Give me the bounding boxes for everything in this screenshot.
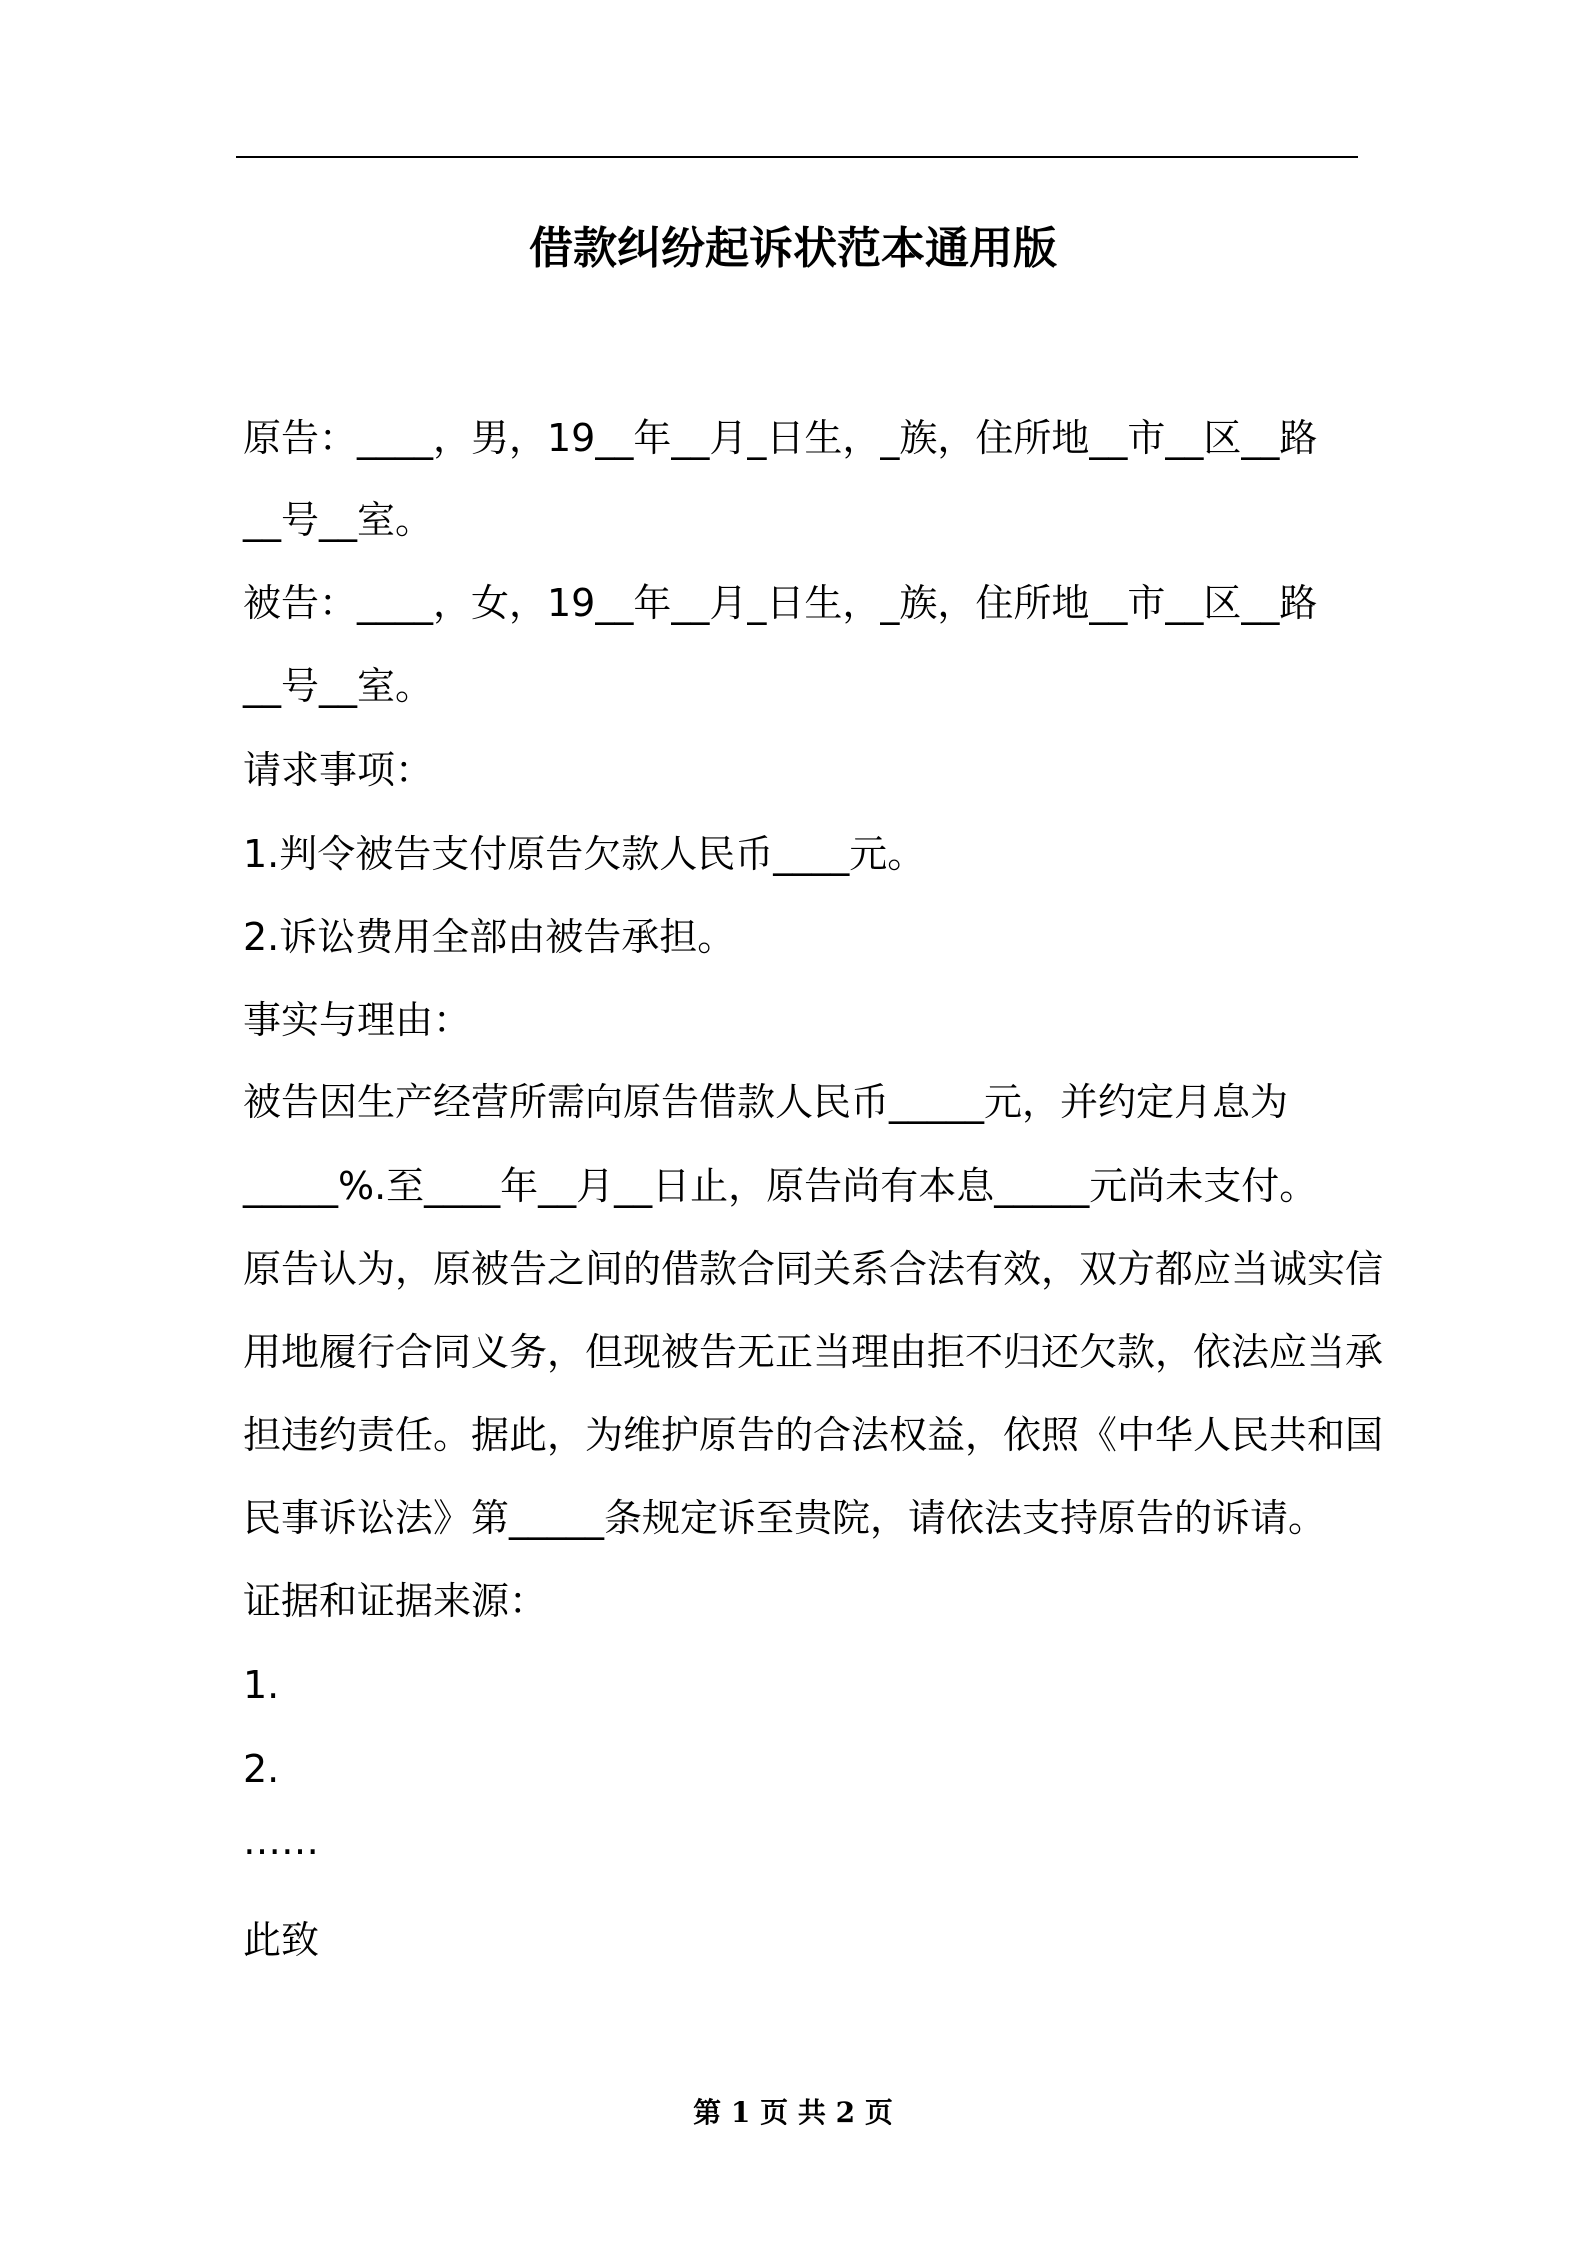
facts-heading: 事实与理由： [243, 998, 472, 1042]
evidence-item-1: 1. [243, 1663, 280, 1707]
plaintiff-line-2: __号__室。 [243, 498, 434, 542]
defendant-line-1: 被告：____，女，19__年__月_日生，_族，住所地__市__区__路 [243, 581, 1318, 625]
header-rule [236, 156, 1358, 158]
facts-line-5: 担违约责任。据此，为维护原告的合法权益，依照《中华人民共和国 [243, 1413, 1384, 1457]
closing-salutation: 此致 [243, 1918, 320, 1962]
plaintiff-line-1: 原告：____，男，19__年__月_日生，_族，住所地__市__区__路 [243, 416, 1318, 460]
ellipsis: …… [243, 1819, 319, 1863]
facts-line-3: 原告认为，原被告之间的借款合同关系合法有效，双方都应当诚实信 [243, 1247, 1384, 1291]
evidence-item-2: 2. [243, 1747, 280, 1791]
claim-item-2: 2.诉讼费用全部由被告承担。 [243, 915, 736, 959]
facts-line-6: 民事诉讼法》第_____条规定诉至贵院，请依法支持原告的诉请。 [243, 1496, 1327, 1540]
claims-heading: 请求事项： [243, 748, 434, 792]
document-title: 借款纠纷起诉状范本通用版 [529, 223, 1057, 274]
facts-line-2: _____%.至____年__月__日止，原告尚有本息_____元尚未支付。 [243, 1164, 1318, 1208]
defendant-line-2: __号__室。 [243, 664, 434, 708]
facts-line-4: 用地履行合同义务，但现被告无正当理由拒不归还欠款，依法应当承 [243, 1330, 1384, 1374]
evidence-heading: 证据和证据来源： [243, 1579, 548, 1623]
facts-line-1: 被告因生产经营所需向原告借款人民币_____元，并约定月息为 [243, 1080, 1289, 1124]
page-footer: 第 1 页 共 2 页 [693, 2096, 893, 2129]
claim-item-1: 1.判令被告支付原告欠款人民币____元。 [243, 832, 926, 876]
